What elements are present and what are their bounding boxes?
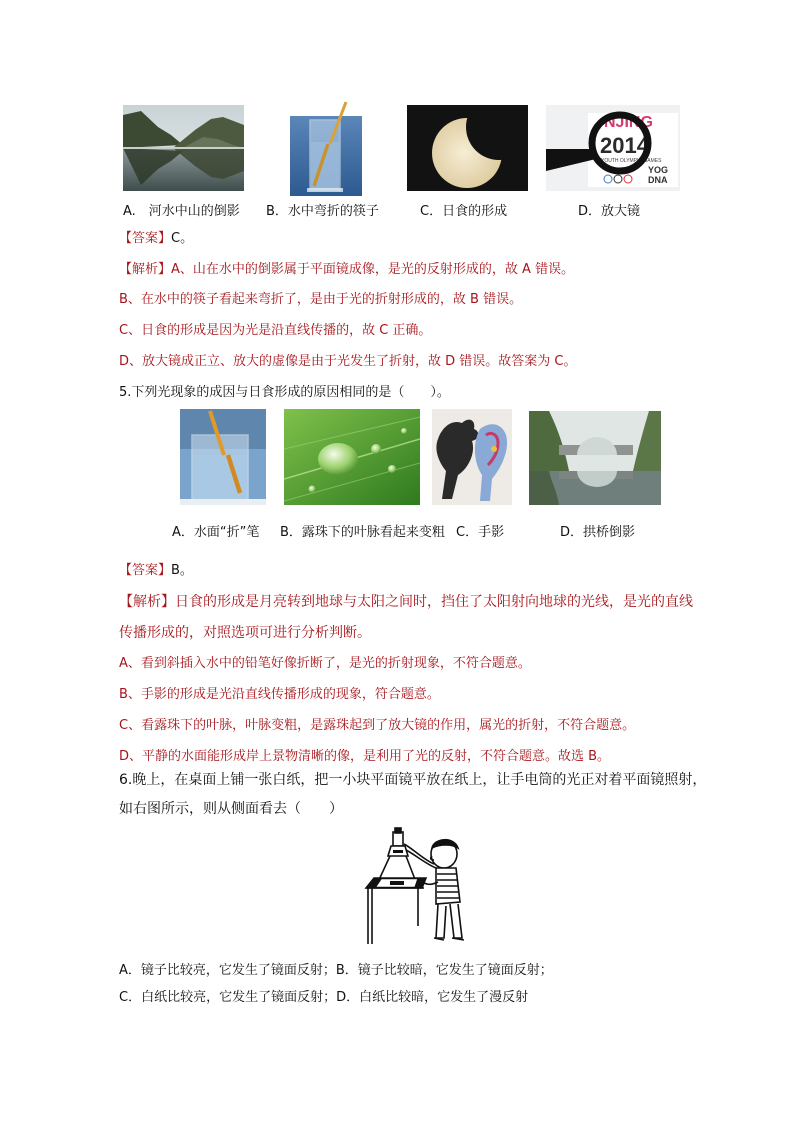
q4-answer: [119, 230, 193, 248]
answer-tag: 【答案】: [119, 231, 172, 246]
dewdrop-leaf-photo: [284, 409, 420, 505]
q5-stem: 5.下列光现象的成因与日食形成的原因相同的是（ ）。: [119, 385, 450, 400]
q5-analysis-intro-cont: 传播形成的，对照选项可进行分析判断。: [119, 625, 371, 641]
answer-value: B。: [171, 563, 193, 578]
q5-analysis-b: B、手影的形成是光沿直线传播形成的现象，符合题意。: [119, 687, 440, 702]
q6-stem-line1: 6.晚上，在桌面上铺一张白纸，把一小块平面镜平放在纸上，让手电筒的光正对着平面镜照射，: [119, 772, 707, 788]
q4-analysis-4: D、放大镜成正立、放大的虚像是由于光发生了折射，故 D 错误。故答案为 C。: [119, 354, 577, 369]
q6-options-line1: A．镜子比较亮，它发生了镜面反射；B．镜子比较暗，它发生了镜面反射；: [119, 963, 553, 978]
q4-option-d: D．放大镜: [578, 204, 641, 219]
q5-option-d: D．拱桥倒影: [560, 525, 636, 540]
logo-text-2: 2014: [600, 133, 649, 158]
q4-analysis-2: B、在水中的筷子看起来弯折了，是由于光的折射形成的，故 B 错误。: [119, 292, 523, 307]
logo-text-5: DNA: [648, 175, 668, 185]
q5-option-a: A．水面“折”笔: [172, 525, 260, 540]
q4-option-a: A. 河水中山的倒影: [123, 204, 240, 219]
q5-answer: [119, 562, 193, 580]
bent-chopstick-photo: [290, 100, 362, 196]
flashlight-mirror-illustration: [364, 826, 466, 950]
q5-analysis-d: D、平静的水面能形成岸上景物清晰的像，是利用了光的反射，不符合题意。故选 B。: [119, 749, 611, 764]
pencil-in-water-photo: [180, 409, 266, 505]
solar-eclipse-photo: [407, 105, 528, 191]
logo-text-1: NJING: [604, 114, 653, 131]
analysis-tag: 【解析】: [119, 594, 175, 610]
q5-analysis-intro: 【解析】日食的形成是月亮转到地球与太阳之间时，挡住了太阳射向地球的光线，是光的直线: [119, 594, 693, 610]
hand-shadow-photo: [432, 409, 512, 505]
q5-analysis-a: A、看到斜插入水中的铅笔好像折断了，是光的折射现象，不符合题意。: [119, 656, 531, 671]
q4-analysis-1: 【解析】A、山在水中的倒影属于平面镜成像，是光的反射形成的，故 A 错误。: [119, 262, 575, 277]
q4-analysis-3: C、日食的形成是因为光是沿直线传播的，故 C 正确。: [119, 323, 432, 338]
q6-options-line2: C．白纸比较亮，它发生了镜面反射；D．白纸比较暗，它发生了漫反射: [119, 990, 529, 1005]
analysis-tag: 【解析】: [119, 262, 172, 277]
q4-option-b: B．水中弯折的筷子: [266, 204, 379, 219]
mountain-reflection-photo: [123, 105, 244, 191]
logo-text-3: YOUTH OLYMPIC GAMES: [601, 158, 662, 164]
answer-tag: 【答案】: [119, 563, 172, 578]
logo-text-4: YOG: [648, 165, 669, 175]
q5-analysis-c: C、看露珠下的叶脉，叶脉变粗，是露珠起到了放大镜的作用，属光的折射，不符合题意。: [119, 718, 636, 733]
magnifier-photo: [546, 105, 680, 191]
q4-option-c: C．日食的形成: [420, 204, 508, 219]
q5-option-c: C．手影: [456, 525, 505, 540]
arch-bridge-reflection-photo: [529, 411, 661, 505]
q6-stem-line2: 如右图所示，则从侧面看去（ ）: [119, 801, 343, 817]
answer-value: C。: [171, 231, 194, 246]
q5-option-b: B．露珠下的叶脉看起来变粗: [280, 525, 445, 540]
